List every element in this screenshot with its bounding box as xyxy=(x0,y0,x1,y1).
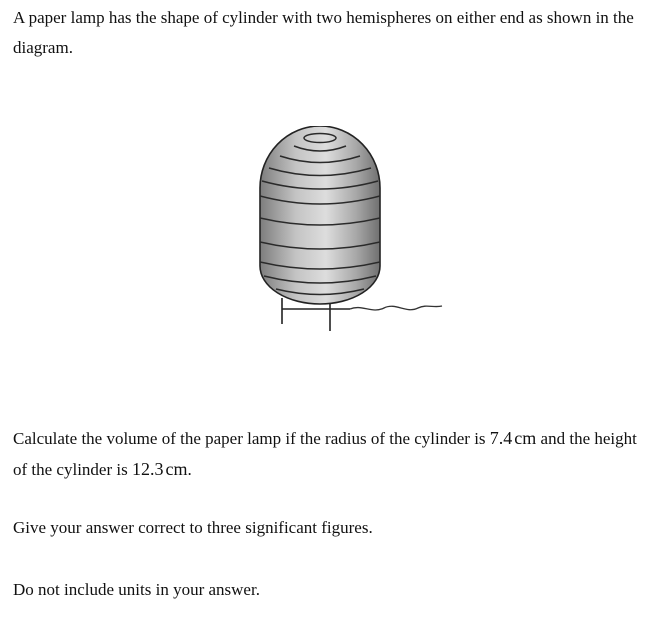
lamp-cord xyxy=(350,306,442,310)
paper-lamp-diagram xyxy=(250,126,445,336)
calc-middle-text: and the height of the cylinder is xyxy=(13,429,637,479)
lamp-body xyxy=(260,126,380,304)
radius-unit: cm xyxy=(514,428,537,448)
radius-value: 7.4 xyxy=(489,428,513,448)
calculation-question xyxy=(13,423,643,485)
units-instruction: Do not include units in your answer. xyxy=(13,580,260,599)
calc-suffix-text: . xyxy=(187,460,192,479)
question-intro: A paper lamp has the shape of cylinder with two hemispheres on either end as shown in the diagram. xyxy=(13,8,634,57)
height-unit: cm xyxy=(165,459,188,479)
accuracy-instruction: Give your answer correct to three significant figures. xyxy=(13,518,373,537)
calc-prefix-text: Calculate the volume of the paper lamp if the radius of the cylinder is xyxy=(13,429,490,448)
height-value: 12.3 xyxy=(131,459,164,479)
